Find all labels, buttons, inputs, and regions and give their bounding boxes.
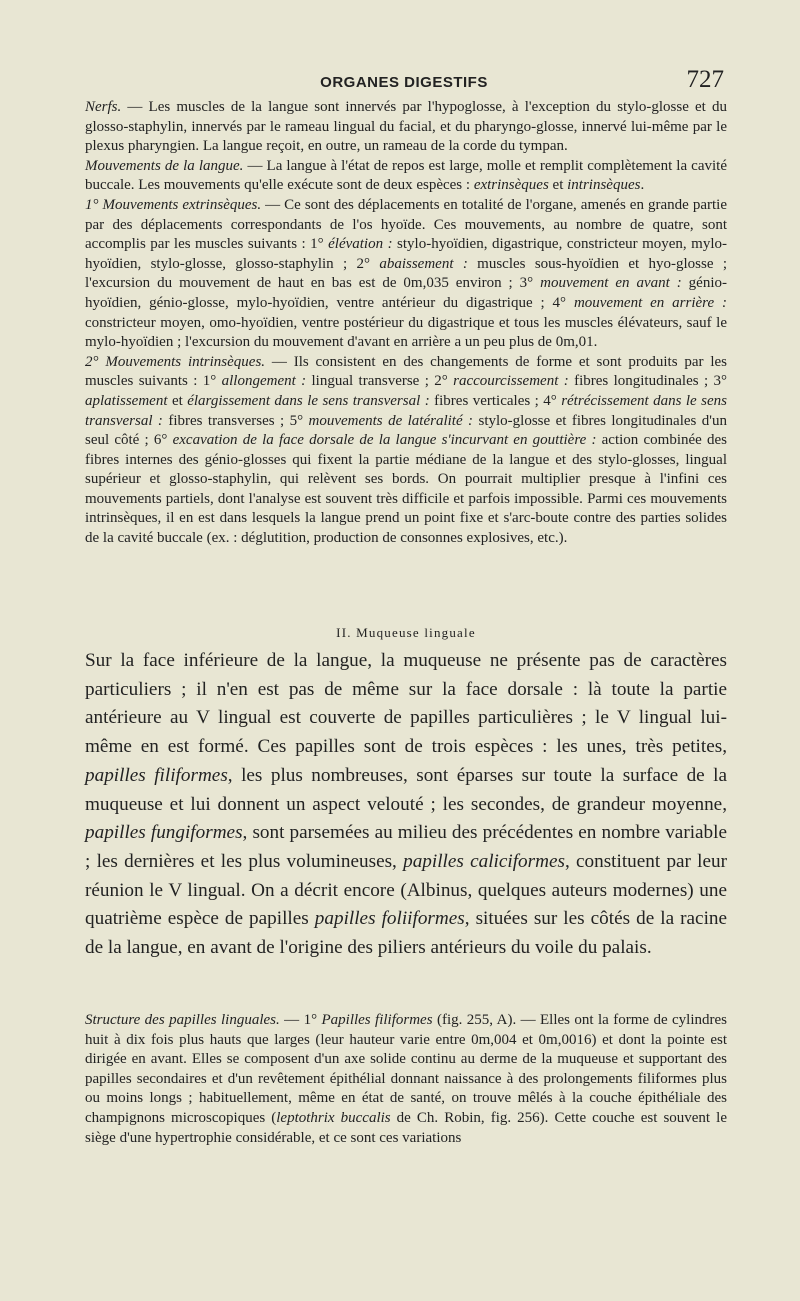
- term-extrinseques: extrinsèques: [473, 177, 549, 194]
- label-structure: Structure des papilles linguales.: [85, 1012, 280, 1028]
- term-aplatissement: aplatissement: [85, 392, 168, 409]
- term-fungiformes: papilles fungiformes: [85, 822, 243, 844]
- text-muq-1: Sur la face inférieure de la langue, la muqueuse ne présente pas de caractères particuliers ; il n'en est pas de même sur la face dorsale : là toute la partie antérieure au V lingual est couverte de papilles particulières ; le V lingual lui-même en est formé. Ces papilles sont de trois espèces : les unes, très petites,: [85, 650, 727, 758]
- muscles-section: [85, 98, 727, 549]
- term-retrecissement: rétrécissement dans le sens transversal :: [85, 392, 727, 429]
- text-int-2: lingual transverse ; 2°: [306, 373, 454, 390]
- term-excavation: excavation de la face dorsale de la langue s'incurvant en gouttière :: [172, 432, 597, 449]
- term-arriere: mouvement en arrière :: [573, 294, 727, 311]
- term-lateralite: mouvements de latéralité :: [308, 412, 474, 429]
- text-et: et: [548, 177, 568, 194]
- paragraph-intrinseques: [85, 353, 727, 549]
- term-abaissement: abaissement :: [379, 255, 468, 272]
- term-intrinseques: intrinsèques: [567, 177, 641, 194]
- text-int-3b: et: [167, 392, 188, 409]
- text-ext-4: génio-hyoïdien, génio-glosse, mylo-hyoïdien, ventre antérieur du digastrique ; 4°: [85, 275, 727, 311]
- text-ext-2: stylo-hyoïdien, digastrique, constricteur moyen, mylo-hyoïdien, stylo-glosse, glosso-staphylin ; 2°: [85, 236, 727, 272]
- text-ext-1: — Ce sont des déplacements en totalité de l'organe, amenés en grande partie par des déplacements correspondants de l'os hyoïde. Ces mouvements, au nombre de quatre, sont accomplis par les muscles suivants : 1°: [85, 196, 727, 253]
- text-int-3: fibres longitudinales ; 3°: [568, 373, 727, 390]
- page-number: 727: [686, 66, 724, 93]
- page-header: [84, 66, 724, 94]
- structure-section: [85, 1011, 727, 1148]
- text-muq-4: , constituent par leur réunion le V lingual. On a décrit encore (Albinus, quelques auteurs modernes) une quatrième espèce de papilles: [85, 850, 728, 930]
- running-title: ORGANES DIGESTIFS: [320, 74, 488, 91]
- text-muq-3: , sont parsemées au milieu des précédentes en nombre variable ; les dernières et les plus volumineuses,: [85, 822, 727, 872]
- text-mouvements: — La langue à l'état de repos est large, molle et remplit complètement la cavité buccale. Les mouvements qu'elle exécute sont de deux espèces :: [85, 157, 727, 194]
- text-muq-2: , les plus nombreuses, sont éparses sur toute la surface de la muqueuse et lui donnent un aspect velouté ; les secondes, de grandeur moyenne,: [85, 764, 728, 815]
- text-str-1: — 1°: [279, 1012, 322, 1028]
- term-caliciformes: papilles caliciformes: [403, 850, 565, 872]
- text-str-2: (fig. 255, A). — Elles ont la forme de cylindres huit à dix fois plus hauts que larges (leur hauteur varie entre 0m,004 et 0m,0016) et dont la pointe est dirigée en avant. Elles se composent d'un axe solide continu au derme de la muqueuse et supportant des papilles secondaires et d'un revêtement épithélial donnant naissance à des prolongements filiformes plus ou moins longs ; habituellement, même en état de santé, on trouve mêlés à la couche épithéliale des champignons microscopiques (: [85, 1012, 728, 1126]
- text-str-3: de Ch. Robin, fig. 256). Cette couche est souvent le siège d'une hypertrophie considérable, et ce sont ces variations: [85, 1109, 727, 1146]
- term-filiformes: papilles filiformes: [85, 764, 228, 786]
- text-muq-5: , situées sur les côtés de la racine de la langue, en avant de l'origine des piliers antérieurs du voile du palais.: [85, 908, 728, 959]
- paragraph-structure: [85, 1011, 727, 1148]
- text-ext-5: constricteur moyen, omo-hyoïdien, ventre postérieur du digastrique et tous les muscles élévateurs, sauf le mylo-hyoïdien ; l'excursion du mouvement d'avant en arrière a un peu plus de 0m,01.: [85, 314, 727, 351]
- term-avant: mouvement en avant :: [540, 275, 682, 292]
- text-int-1: — Ils consistent en des changements de forme et sont produits par les muscles suivants : 1°: [85, 353, 727, 390]
- label-mouvements: Mouvements de la langue.: [85, 157, 244, 174]
- label-extrinseques: 1° Mouvements extrinsèques.: [85, 196, 262, 213]
- text-int-5: fibres transverses ; 5°: [162, 412, 309, 429]
- term-papilles-filiformes: Papilles filiformes: [321, 1012, 433, 1028]
- text-int-6: stylo-glosse et fibres longitudinales d'un seul côté ; 6°: [85, 412, 728, 449]
- term-allongement: allongement :: [221, 373, 307, 390]
- paragraph-extrinseques: [85, 196, 727, 353]
- text-int-7: action combinée des fibres internes des génio-glosses qui fixent la partie médiane de la langue et des stylo-glosses, lingual supérieur et glosso-staphylin, qui relèvent ses bords. On pourrait multiplier presque à l'infini ces mouvements partiels, dont l'analyse est souvent très difficile et parfois impossible. Parmi ces mouvements intrinsèques, il en est dans lesquels la langue prend un point fixe et s'arc-boute contre des parties solides de la cavité buccale (ex. : déglutition, production de consonnes explosives, etc.).: [85, 432, 727, 547]
- section-heading: II. Muqueuse linguale: [336, 625, 476, 640]
- paragraph-muqueuse: [85, 647, 727, 963]
- label-intrinseques: 2° Mouvements intrinsèques.: [85, 353, 266, 370]
- paragraph-mouvements: [85, 157, 727, 196]
- text-end: .: [640, 177, 645, 194]
- term-elargissement: élargissement dans le sens transversal :: [187, 392, 430, 409]
- muqueuse-section: [85, 647, 727, 963]
- paragraph-nerfs: [85, 98, 727, 157]
- term-foliiformes: papilles foliiformes: [314, 908, 465, 930]
- text-int-4: fibres verticales ; 4°: [429, 392, 562, 409]
- label-nerfs: Nerfs.: [85, 99, 122, 115]
- text-nerfs: — Les muscles de la langue sont innervés par l'hypoglosse, à l'exception du stylo-glosse et du glosso-staphylin, innervés par le rameau lingual du facial, et du pharyngo-glosse, innervé lui-même par le plexus pharyngien. La langue reçoit, en outre, un rameau de la corde du tympan.: [85, 99, 727, 155]
- text-ext-3: muscles sous-hyoïdien et hyo-glosse ; l'excursion du mouvement de haut en bas est de 0m,035 environ ; 3°: [85, 255, 727, 292]
- term-elevation: élévation :: [328, 236, 393, 253]
- term-leptothrix: leptothrix buccalis: [276, 1109, 391, 1126]
- term-raccourcissement: raccourcissement :: [453, 373, 569, 390]
